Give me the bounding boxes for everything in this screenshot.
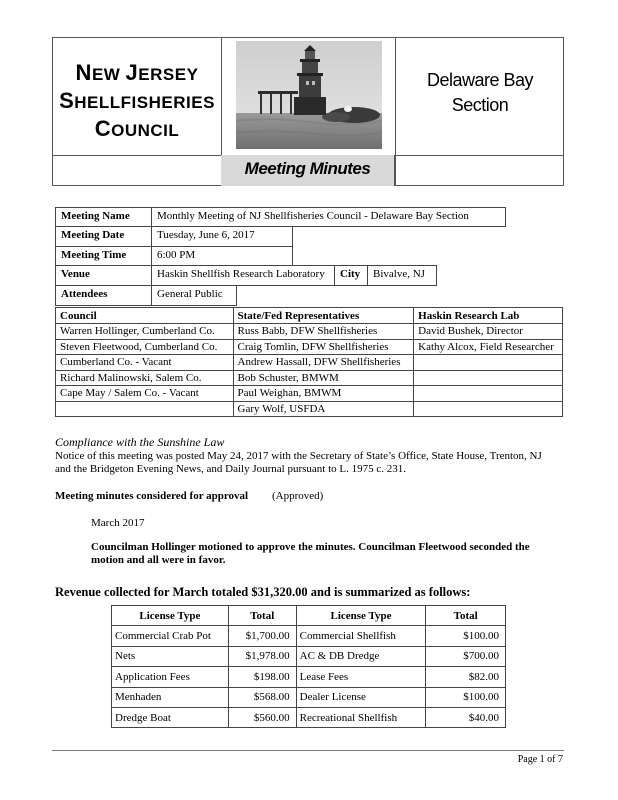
meeting-time-label: Meeting Time bbox=[55, 246, 152, 266]
total-header: Total bbox=[228, 606, 296, 626]
minutes-heading: Meeting minutes considered for approval bbox=[55, 490, 249, 502]
table-header-row bbox=[56, 308, 563, 324]
table-cell: Menhaden bbox=[112, 687, 229, 707]
total-header: Total bbox=[426, 606, 506, 626]
attendees-label: Attendees bbox=[55, 285, 152, 306]
license-type-header: License Type bbox=[112, 606, 229, 626]
meeting-name-value: Monthly Meeting of NJ Shellfisheries Council - Delaware Bay Section bbox=[151, 207, 506, 227]
table-cell: Warren Hollinger, Cumberland Co. bbox=[56, 324, 234, 340]
table-row bbox=[56, 401, 563, 417]
organization-name: NEW JERSEY SHELLFISHERIES COUNCIL bbox=[59, 60, 215, 141]
attendance-table bbox=[55, 307, 563, 417]
sunshine-line-2: and the Bridgeton Evening News, and Daily Journal pursuant to L. 1975 c. 231. bbox=[55, 463, 407, 475]
table-cell: $100.00 bbox=[426, 626, 506, 646]
table-cell: $82.00 bbox=[426, 667, 506, 687]
table-cell bbox=[56, 401, 234, 417]
lighthouse-photo bbox=[236, 41, 382, 149]
table-row bbox=[56, 324, 563, 340]
table-cell bbox=[414, 355, 563, 371]
table-row bbox=[56, 370, 563, 386]
state-fed-header: State/Fed Representatives bbox=[233, 308, 414, 324]
table-cell: Paul Weighan, BMWM bbox=[233, 386, 414, 402]
document-header bbox=[52, 37, 564, 186]
page-number: Page 1 of 7 bbox=[517, 754, 563, 765]
table-row bbox=[56, 355, 563, 371]
table-cell: Craig Tomlin, DFW Shellfisheries bbox=[233, 339, 414, 355]
table-cell: $1,700.00 bbox=[228, 626, 296, 646]
table-row bbox=[112, 687, 506, 707]
table-cell: Dealer License bbox=[296, 687, 426, 707]
revenue-heading: Revenue collected for March totaled $31,320.00 and is summarized as follows: bbox=[55, 585, 471, 599]
doc-title-box bbox=[221, 155, 395, 186]
section-name: Delaware Bay Section bbox=[426, 70, 534, 115]
table-cell: Commercial Shellfish bbox=[296, 626, 426, 646]
table-header-row bbox=[112, 606, 506, 626]
table-cell: Gary Wolf, USFDA bbox=[233, 401, 414, 417]
table-cell: $40.00 bbox=[426, 707, 506, 727]
revenue-table bbox=[111, 605, 506, 728]
table-cell: $700.00 bbox=[426, 646, 506, 666]
venue-value: Haskin Shellfish Research Laboratory bbox=[151, 265, 335, 286]
license-type-header: License Type bbox=[296, 606, 426, 626]
motion-line-2: motion and all were in favor. bbox=[91, 554, 226, 566]
table-cell: Commercial Crab Pot bbox=[112, 626, 229, 646]
table-row bbox=[112, 646, 506, 666]
table-row bbox=[56, 339, 563, 355]
city-value: Bivalve, NJ bbox=[367, 265, 437, 286]
meeting-name-label: Meeting Name bbox=[55, 207, 152, 227]
table-cell: AC & DB Dredge bbox=[296, 646, 426, 666]
table-cell: $198.00 bbox=[228, 667, 296, 687]
doc-title: Meeting Minutes bbox=[244, 159, 371, 178]
table-cell: Bob Schuster, BMWM bbox=[233, 370, 414, 386]
table-cell: Dredge Boat bbox=[112, 707, 229, 727]
attendees-value: General Public bbox=[151, 285, 237, 306]
table-cell: Richard Malinowski, Salem Co. bbox=[56, 370, 234, 386]
table-cell: Lease Fees bbox=[296, 667, 426, 687]
table-cell bbox=[414, 401, 563, 417]
table-cell: Andrew Hassall, DFW Shellfisheries bbox=[233, 355, 414, 371]
sunshine-line-1: Notice of this meeting was posted May 24, 2017 with the Secretary of State’s Office, State House, Trenton, NJ bbox=[55, 450, 542, 462]
table-row bbox=[112, 667, 506, 687]
motion-line-1: Councilman Hollinger motioned to approve the minutes. Councilman Fleetwood seconded the bbox=[91, 541, 530, 553]
minutes-month: March 2017 bbox=[91, 517, 145, 529]
venue-label: Venue bbox=[55, 265, 152, 286]
table-cell: $568.00 bbox=[228, 687, 296, 707]
council-header: Council bbox=[56, 308, 234, 324]
city-label: City bbox=[334, 265, 368, 286]
table-cell: Steven Fleetwood, Cumberland Co. bbox=[56, 339, 234, 355]
meeting-date-label: Meeting Date bbox=[55, 226, 152, 247]
table-cell: Cumberland Co. - Vacant bbox=[56, 355, 234, 371]
meeting-time-value: 6:00 PM bbox=[151, 246, 293, 266]
table-cell: $100.00 bbox=[426, 687, 506, 707]
table-row bbox=[56, 386, 563, 402]
table-cell: Cape May / Salem Co. - Vacant bbox=[56, 386, 234, 402]
table-cell bbox=[414, 370, 563, 386]
table-cell: Application Fees bbox=[112, 667, 229, 687]
table-cell: David Bushek, Director bbox=[414, 324, 563, 340]
minutes-status: (Approved) bbox=[272, 490, 324, 502]
table-cell: Recreational Shellfish bbox=[296, 707, 426, 727]
table-row bbox=[112, 626, 506, 646]
table-cell: $1,978.00 bbox=[228, 646, 296, 666]
sunshine-heading: Compliance with the Sunshine Law bbox=[55, 435, 225, 449]
table-cell: Russ Babb, DFW Shellfisheries bbox=[233, 324, 414, 340]
haskin-header: Haskin Research Lab bbox=[414, 308, 563, 324]
footer-divider bbox=[52, 750, 564, 751]
table-cell: Nets bbox=[112, 646, 229, 666]
table-cell bbox=[414, 386, 563, 402]
table-cell: $560.00 bbox=[228, 707, 296, 727]
table-row bbox=[112, 707, 506, 727]
meeting-date-value: Tuesday, June 6, 2017 bbox=[151, 226, 293, 247]
table-cell: Kathy Alcox, Field Researcher bbox=[414, 339, 563, 355]
